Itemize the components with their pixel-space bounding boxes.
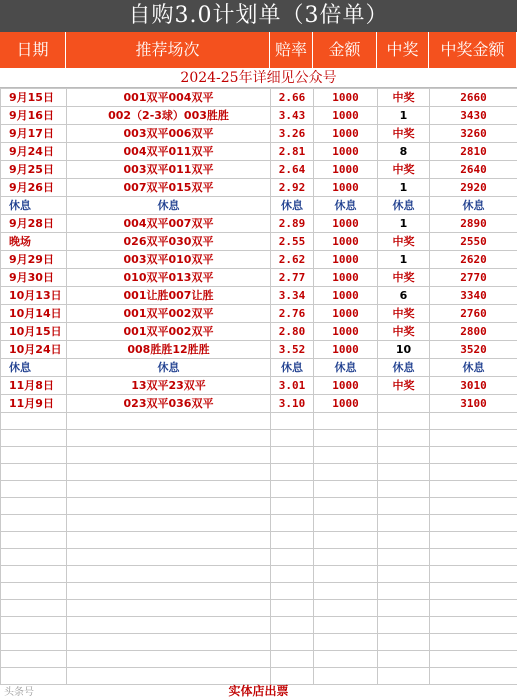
empty-cell bbox=[314, 532, 378, 549]
table-row bbox=[1, 377, 517, 395]
empty-cell bbox=[271, 617, 314, 634]
win-cell: 6 bbox=[378, 287, 430, 305]
match-cell: 023双平036双平 bbox=[67, 395, 271, 413]
table-row bbox=[1, 395, 517, 413]
empty-row bbox=[1, 413, 517, 430]
header-amount: 金额 bbox=[313, 32, 377, 68]
empty-cell bbox=[430, 515, 517, 532]
empty-cell bbox=[378, 549, 430, 566]
table-row bbox=[1, 341, 517, 359]
date-cell: 9月24日 bbox=[1, 143, 67, 161]
empty-cell bbox=[314, 600, 378, 617]
empty-cell bbox=[271, 413, 314, 430]
odds-cell: 2.89 bbox=[271, 215, 314, 233]
empty-cell bbox=[1, 447, 67, 464]
empty-cell bbox=[1, 583, 67, 600]
empty-cell bbox=[378, 413, 430, 430]
date-cell: 9月30日 bbox=[1, 269, 67, 287]
odds-cell: 休息 bbox=[271, 197, 314, 215]
empty-cell bbox=[1, 532, 67, 549]
empty-cell bbox=[430, 617, 517, 634]
empty-cell bbox=[314, 447, 378, 464]
payout-cell: 2770 bbox=[430, 269, 517, 287]
payout-cell: 2550 bbox=[430, 233, 517, 251]
empty-cell bbox=[271, 634, 314, 651]
table-row bbox=[1, 323, 517, 341]
win-cell: 休息 bbox=[378, 197, 430, 215]
empty-cell bbox=[378, 651, 430, 668]
table-row bbox=[1, 107, 517, 125]
match-cell: 004双平011双平 bbox=[67, 143, 271, 161]
win-cell: 中奖 bbox=[378, 161, 430, 179]
amount-cell: 1000 bbox=[314, 341, 378, 359]
empty-row bbox=[1, 464, 517, 481]
payout-cell: 2620 bbox=[430, 251, 517, 269]
empty-cell bbox=[314, 464, 378, 481]
table-row bbox=[1, 233, 517, 251]
payout-cell: 2920 bbox=[430, 179, 517, 197]
payout-cell: 2800 bbox=[430, 323, 517, 341]
table-row bbox=[1, 197, 517, 215]
empty-cell bbox=[67, 600, 271, 617]
empty-cell bbox=[67, 549, 271, 566]
match-cell: 13双平23双平 bbox=[67, 377, 271, 395]
payout-cell: 2890 bbox=[430, 215, 517, 233]
amount-cell: 1000 bbox=[314, 251, 378, 269]
odds-cell: 2.62 bbox=[271, 251, 314, 269]
odds-cell: 3.43 bbox=[271, 107, 314, 125]
amount-cell: 1000 bbox=[314, 233, 378, 251]
win-cell: 中奖 bbox=[378, 305, 430, 323]
empty-cell bbox=[67, 481, 271, 498]
date-cell: 11月9日 bbox=[1, 395, 67, 413]
empty-row bbox=[1, 600, 517, 617]
amount-cell: 1000 bbox=[314, 377, 378, 395]
empty-cell bbox=[67, 447, 271, 464]
empty-cell bbox=[67, 464, 271, 481]
date-cell: 休息 bbox=[1, 359, 67, 377]
win-cell: 1 bbox=[378, 251, 430, 269]
table-row bbox=[1, 161, 517, 179]
amount-cell: 1000 bbox=[314, 215, 378, 233]
match-cell: 002（2-3球）003胜胜 bbox=[67, 107, 271, 125]
payout-cell: 2640 bbox=[430, 161, 517, 179]
date-cell: 9月16日 bbox=[1, 107, 67, 125]
header-odds: 赔率 bbox=[270, 32, 313, 68]
date-cell: 9月25日 bbox=[1, 161, 67, 179]
empty-cell bbox=[430, 464, 517, 481]
odds-cell: 2.80 bbox=[271, 323, 314, 341]
match-cell: 010双平013双平 bbox=[67, 269, 271, 287]
match-cell: 001双平002双平 bbox=[67, 323, 271, 341]
empty-cell bbox=[378, 464, 430, 481]
empty-cell bbox=[1, 515, 67, 532]
empty-cell bbox=[271, 600, 314, 617]
empty-cell bbox=[314, 481, 378, 498]
odds-cell: 3.52 bbox=[271, 341, 314, 359]
empty-cell bbox=[67, 651, 271, 668]
table-row bbox=[1, 287, 517, 305]
empty-cell bbox=[1, 600, 67, 617]
empty-cell bbox=[271, 566, 314, 583]
table-row bbox=[1, 89, 517, 107]
empty-cell bbox=[378, 532, 430, 549]
odds-cell: 2.76 bbox=[271, 305, 314, 323]
empty-cell bbox=[1, 617, 67, 634]
amount-cell: 1000 bbox=[314, 125, 378, 143]
match-cell: 001双平004双平 bbox=[67, 89, 271, 107]
empty-cell bbox=[271, 464, 314, 481]
empty-cell bbox=[1, 634, 67, 651]
empty-cell bbox=[378, 498, 430, 515]
win-cell: 1 bbox=[378, 179, 430, 197]
empty-cell bbox=[314, 583, 378, 600]
match-cell: 004双平007双平 bbox=[67, 215, 271, 233]
empty-cell bbox=[67, 515, 271, 532]
amount-cell: 1000 bbox=[314, 287, 378, 305]
payout-cell: 3100 bbox=[430, 395, 517, 413]
odds-cell: 2.77 bbox=[271, 269, 314, 287]
empty-cell bbox=[67, 430, 271, 447]
empty-cell bbox=[430, 583, 517, 600]
payout-cell: 3010 bbox=[430, 377, 517, 395]
odds-cell: 2.55 bbox=[271, 233, 314, 251]
empty-cell bbox=[67, 634, 271, 651]
date-cell: 休息 bbox=[1, 197, 67, 215]
empty-cell bbox=[271, 583, 314, 600]
odds-cell: 休息 bbox=[271, 359, 314, 377]
table-row bbox=[1, 215, 517, 233]
odds-cell: 3.26 bbox=[271, 125, 314, 143]
match-cell: 休息 bbox=[67, 197, 271, 215]
odds-cell: 3.01 bbox=[271, 377, 314, 395]
odds-cell: 2.66 bbox=[271, 89, 314, 107]
empty-cell bbox=[378, 634, 430, 651]
match-cell: 休息 bbox=[67, 359, 271, 377]
empty-cell bbox=[314, 515, 378, 532]
plan-table-body bbox=[1, 89, 517, 685]
empty-row bbox=[1, 651, 517, 668]
date-cell: 10月13日 bbox=[1, 287, 67, 305]
win-cell: 中奖 bbox=[378, 377, 430, 395]
amount-cell: 1000 bbox=[314, 161, 378, 179]
payout-cell: 3340 bbox=[430, 287, 517, 305]
empty-cell bbox=[67, 532, 271, 549]
header-date: 日期 bbox=[0, 32, 66, 68]
sheet-title: 自购3.0计划单（3倍单） bbox=[0, 0, 517, 32]
subtitle-banner: 2024-25年详细见公众号 bbox=[0, 68, 517, 88]
table-row bbox=[1, 305, 517, 323]
empty-cell bbox=[271, 532, 314, 549]
empty-cell bbox=[430, 532, 517, 549]
table-row bbox=[1, 179, 517, 197]
date-cell: 晚场 bbox=[1, 233, 67, 251]
empty-cell bbox=[271, 515, 314, 532]
date-cell: 10月14日 bbox=[1, 305, 67, 323]
empty-row bbox=[1, 515, 517, 532]
payout-cell: 3520 bbox=[430, 341, 517, 359]
empty-cell bbox=[378, 566, 430, 583]
payout-cell: 2660 bbox=[430, 89, 517, 107]
match-cell: 001双平002双平 bbox=[67, 305, 271, 323]
column-header-row bbox=[0, 32, 517, 68]
header-payout: 中奖金额 bbox=[429, 32, 517, 68]
empty-cell bbox=[378, 481, 430, 498]
empty-row bbox=[1, 634, 517, 651]
empty-cell bbox=[1, 430, 67, 447]
payout-cell: 休息 bbox=[430, 359, 517, 377]
empty-cell bbox=[430, 634, 517, 651]
odds-cell: 2.64 bbox=[271, 161, 314, 179]
empty-cell bbox=[67, 413, 271, 430]
date-cell: 9月29日 bbox=[1, 251, 67, 269]
watermark-logo bbox=[4, 683, 34, 698]
match-cell: 003双平006双平 bbox=[67, 125, 271, 143]
amount-cell: 休息 bbox=[314, 359, 378, 377]
win-cell: 中奖 bbox=[378, 89, 430, 107]
date-cell: 10月24日 bbox=[1, 341, 67, 359]
amount-cell: 1000 bbox=[314, 89, 378, 107]
empty-cell bbox=[67, 617, 271, 634]
empty-cell bbox=[271, 549, 314, 566]
empty-row bbox=[1, 532, 517, 549]
payout-cell: 2760 bbox=[430, 305, 517, 323]
amount-cell: 休息 bbox=[314, 197, 378, 215]
empty-row bbox=[1, 566, 517, 583]
win-cell bbox=[378, 395, 430, 413]
payout-cell: 2810 bbox=[430, 143, 517, 161]
empty-cell bbox=[378, 447, 430, 464]
empty-cell bbox=[378, 430, 430, 447]
payout-cell: 3260 bbox=[430, 125, 517, 143]
win-cell: 中奖 bbox=[378, 269, 430, 287]
empty-row bbox=[1, 447, 517, 464]
empty-cell bbox=[314, 413, 378, 430]
empty-cell bbox=[1, 651, 67, 668]
empty-cell bbox=[271, 481, 314, 498]
table-row bbox=[1, 251, 517, 269]
empty-cell bbox=[430, 430, 517, 447]
table-row bbox=[1, 269, 517, 287]
empty-cell bbox=[430, 549, 517, 566]
date-cell: 9月17日 bbox=[1, 125, 67, 143]
win-cell: 1 bbox=[378, 215, 430, 233]
date-cell: 10月15日 bbox=[1, 323, 67, 341]
empty-cell bbox=[430, 413, 517, 430]
empty-cell bbox=[430, 651, 517, 668]
empty-cell bbox=[1, 498, 67, 515]
empty-row bbox=[1, 617, 517, 634]
odds-cell: 3.34 bbox=[271, 287, 314, 305]
odds-cell: 2.81 bbox=[271, 143, 314, 161]
plan-table bbox=[0, 88, 517, 685]
footer-note: 实体店出票 bbox=[228, 684, 289, 698]
amount-cell: 1000 bbox=[314, 269, 378, 287]
amount-cell: 1000 bbox=[314, 395, 378, 413]
empty-cell bbox=[378, 617, 430, 634]
match-cell: 008胜胜12胜胜 bbox=[67, 341, 271, 359]
empty-cell bbox=[271, 498, 314, 515]
empty-cell bbox=[378, 600, 430, 617]
win-cell: 中奖 bbox=[378, 323, 430, 341]
empty-row bbox=[1, 481, 517, 498]
win-cell: 中奖 bbox=[378, 125, 430, 143]
amount-cell: 1000 bbox=[314, 143, 378, 161]
odds-cell: 2.92 bbox=[271, 179, 314, 197]
match-cell: 007双平015双平 bbox=[67, 179, 271, 197]
header-match: 推荐场次 bbox=[66, 32, 270, 68]
empty-cell bbox=[430, 566, 517, 583]
empty-cell bbox=[378, 515, 430, 532]
payout-cell: 休息 bbox=[430, 197, 517, 215]
match-cell: 026双平030双平 bbox=[67, 233, 271, 251]
empty-cell bbox=[1, 549, 67, 566]
amount-cell: 1000 bbox=[314, 179, 378, 197]
empty-cell bbox=[67, 498, 271, 515]
payout-cell: 3430 bbox=[430, 107, 517, 125]
empty-row bbox=[1, 430, 517, 447]
empty-cell bbox=[314, 566, 378, 583]
empty-cell bbox=[271, 447, 314, 464]
win-cell: 休息 bbox=[378, 359, 430, 377]
empty-cell bbox=[1, 481, 67, 498]
empty-cell bbox=[378, 583, 430, 600]
odds-cell: 3.10 bbox=[271, 395, 314, 413]
empty-cell bbox=[1, 566, 67, 583]
empty-cell bbox=[1, 464, 67, 481]
empty-cell bbox=[314, 617, 378, 634]
empty-cell bbox=[67, 583, 271, 600]
empty-cell bbox=[67, 566, 271, 583]
date-cell: 9月15日 bbox=[1, 89, 67, 107]
header-win: 中奖 bbox=[377, 32, 429, 68]
match-cell: 003双平011双平 bbox=[67, 161, 271, 179]
match-cell: 001让胜007让胜 bbox=[67, 287, 271, 305]
win-cell: 10 bbox=[378, 341, 430, 359]
empty-cell bbox=[1, 413, 67, 430]
table-row bbox=[1, 359, 517, 377]
empty-cell bbox=[430, 600, 517, 617]
amount-cell: 1000 bbox=[314, 323, 378, 341]
empty-cell bbox=[271, 651, 314, 668]
amount-cell: 1000 bbox=[314, 107, 378, 125]
empty-cell bbox=[314, 430, 378, 447]
empty-row bbox=[1, 583, 517, 600]
match-cell: 003双平010双平 bbox=[67, 251, 271, 269]
empty-row bbox=[1, 549, 517, 566]
table-row bbox=[1, 143, 517, 161]
empty-cell bbox=[314, 549, 378, 566]
table-row bbox=[1, 125, 517, 143]
amount-cell: 1000 bbox=[314, 305, 378, 323]
empty-cell bbox=[430, 481, 517, 498]
date-cell: 9月28日 bbox=[1, 215, 67, 233]
win-cell: 8 bbox=[378, 143, 430, 161]
date-cell: 9月26日 bbox=[1, 179, 67, 197]
empty-cell bbox=[430, 447, 517, 464]
empty-cell bbox=[430, 498, 517, 515]
empty-cell bbox=[314, 498, 378, 515]
empty-row bbox=[1, 498, 517, 515]
date-cell: 11月8日 bbox=[1, 377, 67, 395]
win-cell: 中奖 bbox=[378, 233, 430, 251]
empty-cell bbox=[314, 634, 378, 651]
win-cell: 1 bbox=[378, 107, 430, 125]
watermark-text: 头条号 bbox=[4, 687, 34, 698]
empty-cell bbox=[271, 430, 314, 447]
empty-cell bbox=[314, 651, 378, 668]
